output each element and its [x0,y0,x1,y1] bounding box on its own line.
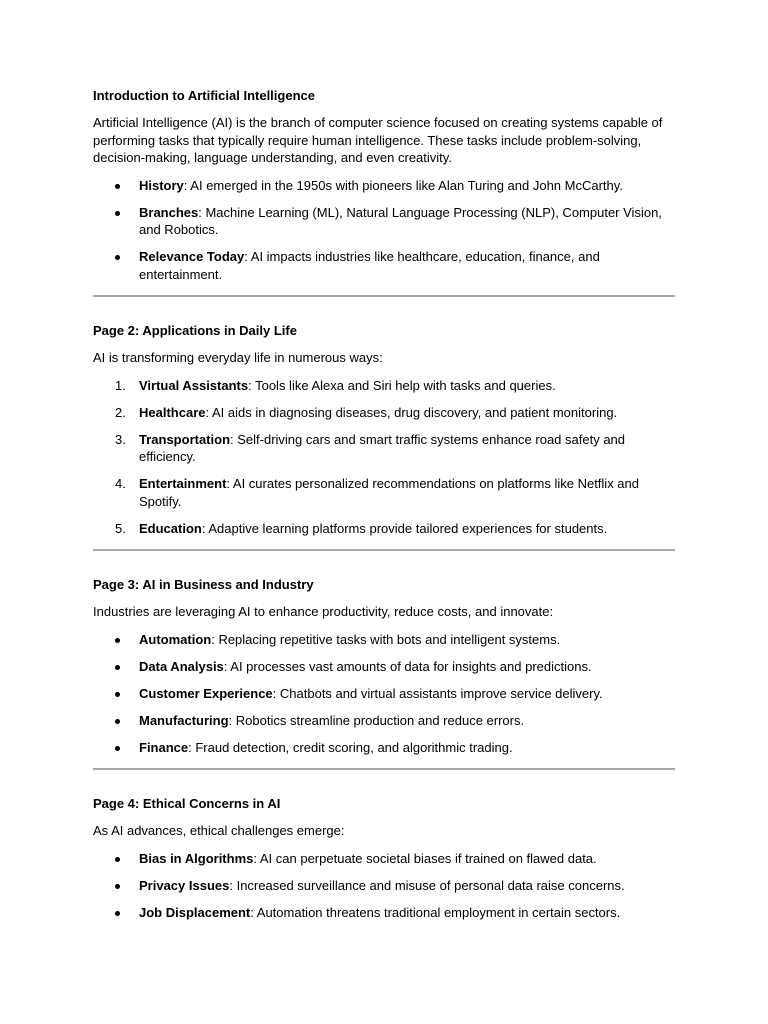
section-intro-paragraph: Artificial Intelligence (AI) is the branch of computer science focused on creating systems capable of performing tasks that typically require human intelligence. These tasks include problem-solving, decision-making, language understanding, and even creativity. [93,115,663,165]
section-business [93,576,675,756]
item-number: 1. [115,377,126,393]
list-item [93,248,675,283]
section-title: Page 3: AI in Business and Industry [93,577,314,592]
section-title: Introduction to Artificial Intelligence [93,88,315,103]
bullet-icon [115,746,120,751]
item-term: Privacy Issues [139,877,230,893]
bullet-list [93,177,675,284]
bullet-icon [115,692,120,697]
numbered-list [93,377,675,538]
item-term: Relevance Today [139,249,245,264]
item-term: Bias in Algorithms [139,850,254,866]
item-term: Automation [139,631,212,647]
item-term: History [139,177,184,193]
item-text: : Tools like Alexa and Siri help with tasks and queries. [248,377,556,393]
item-term: Finance [139,739,189,755]
list-item [93,431,675,466]
list-item [93,404,675,422]
item-term: Manufacturing [139,712,229,728]
item-term: Job Displacement [139,904,251,920]
list-item [93,658,675,676]
item-number: 3. [115,431,126,447]
bullet-icon [115,184,120,189]
bullet-icon [115,255,120,260]
list-item [93,850,675,868]
item-text: : Machine Learning (ML), Natural Language Processing (NLP), Computer Vision, and Robotics. [139,204,662,237]
item-text: : AI can perpetuate societal biases if trained on flawed data. [253,850,597,866]
section-intro-paragraph: Industries are leveraging AI to enhance productivity, reduce costs, and innovate: [93,604,554,619]
bullet-list [93,850,675,922]
item-term: Virtual Assistants [139,377,249,393]
item-term: Customer Experience [139,685,273,701]
item-text: : Increased surveillance and misuse of personal data raise concerns. [229,877,625,893]
bullet-icon [115,911,120,916]
bullet-icon [115,211,120,216]
item-text: : AI aids in diagnosing diseases, drug discovery, and patient monitoring. [205,404,618,420]
section-ethics [93,795,675,921]
item-text: : Automation threatens traditional employment in certain sectors. [250,904,621,920]
list-item [93,904,675,922]
item-text: : Self-driving cars and smart traffic systems enhance road safety and efficiency. [139,431,626,464]
list-item [93,631,675,649]
item-number: 2. [115,404,126,420]
item-term: Entertainment [139,476,227,491]
list-item [93,739,675,757]
list-item [93,475,675,510]
section-divider [93,549,675,551]
item-text: : Replacing repetitive tasks with bots and intelligent systems. [211,631,561,647]
bullet-icon [115,665,120,670]
list-item [93,204,675,239]
section-intro-paragraph: As AI advances, ethical challenges emerge: [93,823,345,838]
item-term: Education [139,520,202,536]
item-text: : AI curates personalized recommendations on platforms like Netflix and Spotify. [139,476,639,509]
item-text: : AI processes vast amounts of data for insights and predictions. [223,658,592,674]
item-number: 4. [115,476,126,491]
list-item [93,877,675,895]
item-text: : Robotics streamline production and reduce errors. [228,712,525,728]
section-intro-paragraph: AI is transforming everyday life in numerous ways: [93,350,383,365]
item-text: : AI impacts industries like healthcare, education, finance, and entertainment. [139,249,600,282]
item-term: Healthcare [139,404,206,420]
section-divider [93,295,675,297]
section-title: Page 4: Ethical Concerns in AI [93,796,281,811]
item-text: : Fraud detection, credit scoring, and algorithmic trading. [188,739,513,755]
list-item [93,712,675,730]
section-applications [93,322,675,537]
item-text: : Chatbots and virtual assistants improve service delivery. [272,685,603,701]
item-term: Data Analysis [139,658,224,674]
item-term: Transportation [139,431,231,447]
document-body [93,87,675,931]
bullet-list [93,631,675,757]
item-term: Branches [139,204,199,220]
bullet-icon [115,884,120,889]
list-item [93,685,675,703]
item-number: 5. [115,520,126,536]
section-title: Page 2: Applications in Daily Life [93,323,297,338]
list-item [93,377,675,395]
list-item [93,520,675,538]
section-introduction [93,87,675,283]
bullet-icon [115,638,120,643]
list-item [93,177,675,195]
section-divider [93,768,675,770]
bullet-icon [115,719,120,724]
item-text: : AI emerged in the 1950s with pioneers like Alan Turing and John McCarthy. [183,177,623,193]
item-text: : Adaptive learning platforms provide tailored experiences for students. [201,520,608,536]
bullet-icon [115,857,120,862]
